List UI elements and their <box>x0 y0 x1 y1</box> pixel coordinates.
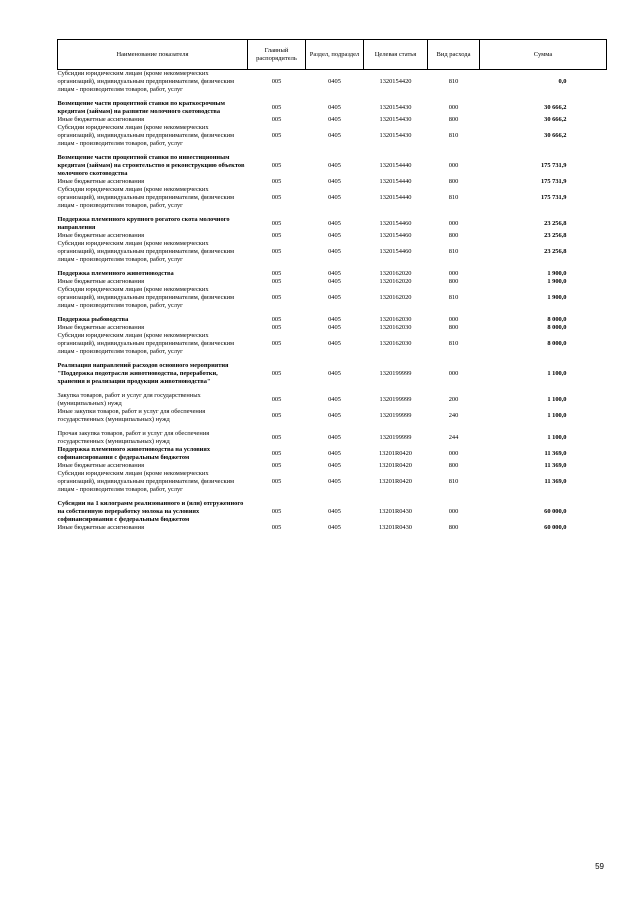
row-vr: 810 <box>448 78 459 85</box>
row-cs: 1320154460 <box>379 232 412 239</box>
table-row <box>58 100 607 116</box>
row-cs: 1320199999 <box>379 396 412 403</box>
row-cs: 13201R0420 <box>378 478 413 485</box>
row-sum: 11 369,0 <box>544 478 567 485</box>
row-gr: 005 <box>271 104 282 111</box>
row-cs: 13201R0430 <box>378 508 413 515</box>
row-gr: 005 <box>271 434 282 441</box>
header-target-article: Целевая статья <box>364 40 428 70</box>
row-razd: 0405 <box>328 478 341 485</box>
row-name: Иные закупки товаров, работ и услуг для обеспечения государственных (муниципальных) нужд <box>57 408 206 423</box>
row-gr: 005 <box>271 294 282 301</box>
row-sum: 1 100,0 <box>547 412 567 419</box>
row-gr: 005 <box>271 508 282 515</box>
row-sum: 30 666,2 <box>544 104 567 111</box>
row-vr: 810 <box>448 248 459 255</box>
row-gr: 005 <box>271 248 282 255</box>
row-name: Иные бюджетные ассигнования <box>57 324 145 331</box>
table-row <box>58 240 607 264</box>
table-row <box>58 116 607 124</box>
row-gr: 005 <box>271 450 282 457</box>
row-vr: 800 <box>448 324 459 331</box>
row-name: Закупка товаров, работ и услуг для государственных (муниципальных) нужд <box>57 392 201 407</box>
row-sum: 30 666,2 <box>544 116 567 123</box>
row-sum: 1 100,0 <box>547 370 567 377</box>
row-sum: 8 000,0 <box>547 316 567 323</box>
row-vr: 810 <box>448 132 459 139</box>
row-gr: 005 <box>271 340 282 347</box>
row-name: Возмещение части процентной ставки по краткосрочным кредитам (займам) на развитие молочного скотоводства <box>57 100 226 115</box>
row-cs: 1320154430 <box>379 132 412 139</box>
row-cs: 1320162020 <box>379 294 412 301</box>
page-number: 59 <box>595 862 604 871</box>
row-gr: 005 <box>271 370 282 377</box>
row-gr: 005 <box>271 316 282 323</box>
row-sum: 60 000,0 <box>544 524 567 531</box>
row-sum: 1 900,0 <box>547 278 567 285</box>
row-razd: 0405 <box>328 104 341 111</box>
row-gr: 005 <box>271 132 282 139</box>
table-row <box>58 446 607 462</box>
table-row <box>58 324 607 332</box>
row-cs: 1320154440 <box>379 162 412 169</box>
row-sum: 11 369,0 <box>544 450 567 457</box>
row-name: Реализация направлений расходов основного мероприятия "Поддержка подотрасли животноводства, переработки, хранения и реализации продукции животноводства" <box>57 362 229 385</box>
row-name: Субсидии юридическим лицам (кроме некоммерческих организаций), индивидуальным предпринимателям, физическим лицам - производителям товаров, работ, услуг <box>57 70 235 93</box>
row-sum: 11 369,0 <box>544 462 567 469</box>
row-vr: 000 <box>448 316 459 323</box>
row-sum: 175 731,9 <box>540 178 567 185</box>
row-vr: 800 <box>448 232 459 239</box>
row-name: Поддержка племенного животноводства на условиях софинансирования с федеральным бюджетом <box>57 446 211 461</box>
row-sum: 1 900,0 <box>547 270 567 277</box>
row-razd: 0405 <box>328 434 341 441</box>
table-row <box>58 408 607 424</box>
row-gr: 005 <box>271 270 282 277</box>
row-vr: 200 <box>448 396 459 403</box>
row-name: Субсидии юридическим лицам (кроме некоммерческих организаций), индивидуальным предпринимателям, физическим лицам - производителям товаров, работ, услуг <box>57 186 235 209</box>
row-gr: 005 <box>271 524 282 531</box>
row-vr: 800 <box>448 178 459 185</box>
header-expense-type: Вид расхода <box>428 40 480 70</box>
row-cs: 1320199999 <box>379 412 412 419</box>
row-sum: 30 666,2 <box>544 132 567 139</box>
table-row <box>58 124 607 148</box>
row-gr: 005 <box>271 396 282 403</box>
row-razd: 0405 <box>328 132 341 139</box>
row-gr: 005 <box>271 478 282 485</box>
row-gr: 005 <box>271 178 282 185</box>
row-gr: 005 <box>271 278 282 285</box>
row-name: Субсидии юридическим лицам (кроме некоммерческих организаций), индивидуальным предпринимателям, физическим лицам - производителям товаров, работ, услуг <box>57 124 235 147</box>
table-row <box>58 70 607 95</box>
row-name: Иные бюджетные ассигнования <box>57 116 145 123</box>
header-amount: Сумма <box>480 40 607 70</box>
row-razd: 0405 <box>328 370 341 377</box>
row-razd: 0405 <box>328 294 341 301</box>
row-gr: 005 <box>271 462 282 469</box>
row-name: Иные бюджетные ассигнования <box>57 178 145 185</box>
row-razd: 0405 <box>328 78 341 85</box>
row-sum: 1 100,0 <box>547 434 567 441</box>
row-gr: 005 <box>271 162 282 169</box>
row-sum: 8 000,0 <box>547 324 567 331</box>
table-row <box>58 462 607 470</box>
table-header-row <box>58 40 607 70</box>
table-row <box>58 392 607 408</box>
row-sum: 60 000,0 <box>544 508 567 515</box>
row-cs: 13201R0430 <box>378 524 413 531</box>
row-cs: 1320154460 <box>379 248 412 255</box>
table-row <box>58 524 607 532</box>
row-razd: 0405 <box>328 412 341 419</box>
row-cs: 1320162020 <box>379 270 412 277</box>
row-name: Субсидии юридическим лицам (кроме некоммерческих организаций), индивидуальным предпринимателям, физическим лицам - производителям товаров, работ, услуг <box>57 240 235 263</box>
row-cs: 13201R0420 <box>378 450 413 457</box>
row-razd: 0405 <box>328 340 341 347</box>
row-razd: 0405 <box>328 162 341 169</box>
row-sum: 23 256,8 <box>544 232 567 239</box>
row-razd: 0405 <box>328 524 341 531</box>
row-name: Субсидии юридическим лицам (кроме некоммерческих организаций), индивидуальным предпринимателям, физическим лицам - производителям товаров, работ, услуг <box>57 470 235 493</box>
row-gr: 005 <box>271 220 282 227</box>
row-gr: 005 <box>271 116 282 123</box>
row-cs: 1320162030 <box>379 324 412 331</box>
row-cs: 13201R0420 <box>378 462 413 469</box>
row-gr: 005 <box>271 232 282 239</box>
row-vr: 810 <box>448 340 459 347</box>
table-row <box>58 286 607 310</box>
table-row <box>58 332 607 356</box>
row-razd: 0405 <box>328 462 341 469</box>
row-gr: 005 <box>271 412 282 419</box>
table-row <box>58 316 607 324</box>
row-razd: 0405 <box>328 396 341 403</box>
table-row <box>58 216 607 232</box>
row-cs: 1320199999 <box>379 370 412 377</box>
table-row <box>58 178 607 186</box>
table-row <box>58 500 607 524</box>
row-razd: 0405 <box>328 278 341 285</box>
row-razd: 0405 <box>328 232 341 239</box>
table-row <box>58 154 607 178</box>
row-vr: 000 <box>448 220 459 227</box>
row-razd: 0405 <box>328 248 341 255</box>
row-gr: 005 <box>271 78 282 85</box>
table-row <box>58 362 607 386</box>
row-sum: 1 100,0 <box>547 396 567 403</box>
row-name: Иные бюджетные ассигнования <box>57 278 145 285</box>
row-name: Субсидии юридическим лицам (кроме некоммерческих организаций), индивидуальным предпринимателям, физическим лицам - производителям товаров, работ, услуг <box>57 332 235 355</box>
row-razd: 0405 <box>328 316 341 323</box>
budget-table <box>57 39 607 532</box>
header-main-manager: Главный распорядитель <box>248 40 306 70</box>
row-sum: 1 900,0 <box>547 294 567 301</box>
row-name: Прочая закупка товаров, работ и услуг для обеспечения государственных (муниципальных) нужд <box>57 430 210 445</box>
row-cs: 1320154440 <box>379 194 412 201</box>
row-vr: 000 <box>448 104 459 111</box>
row-sum: 175 731,9 <box>540 162 567 169</box>
row-razd: 0405 <box>328 324 341 331</box>
row-name: Поддержка племенного крупного рогатого скота молочного направления <box>57 216 230 231</box>
row-razd: 0405 <box>328 450 341 457</box>
row-gr: 005 <box>271 194 282 201</box>
row-vr: 800 <box>448 278 459 285</box>
row-vr: 800 <box>448 116 459 123</box>
row-name: Иные бюджетные ассигнования <box>57 524 145 531</box>
row-sum: 0,0 <box>558 78 567 85</box>
row-vr: 000 <box>448 370 459 377</box>
table-row <box>58 232 607 240</box>
row-razd: 0405 <box>328 116 341 123</box>
row-name: Субсидии на 1 килограмм реализованного и (или) отгруженного на собственную переработку молока на условиях софинансирования с федеральным бюджетом <box>57 500 244 523</box>
row-sum: 23 256,8 <box>544 220 567 227</box>
row-vr: 800 <box>448 462 459 469</box>
row-cs: 1320162030 <box>379 316 412 323</box>
row-name: Субсидии юридическим лицам (кроме некоммерческих организаций), индивидуальным предпринимателям, физическим лицам - производителям товаров, работ, услуг <box>57 286 235 309</box>
row-cs: 1320199999 <box>379 434 412 441</box>
row-razd: 0405 <box>328 194 341 201</box>
row-name: Поддержка рыбоводства <box>57 316 129 323</box>
row-vr: 000 <box>448 270 459 277</box>
row-vr: 240 <box>448 412 459 419</box>
table-row <box>58 278 607 286</box>
table-row <box>58 470 607 494</box>
table-row <box>58 430 607 446</box>
row-vr: 810 <box>448 194 459 201</box>
header-name: Наименование показателя <box>58 40 248 70</box>
table-row <box>58 186 607 210</box>
row-vr: 000 <box>448 450 459 457</box>
row-razd: 0405 <box>328 220 341 227</box>
row-vr: 800 <box>448 524 459 531</box>
row-name: Поддержка племенного животноводства <box>57 270 174 277</box>
row-razd: 0405 <box>328 270 341 277</box>
row-cs: 1320154440 <box>379 178 412 185</box>
row-razd: 0405 <box>328 508 341 515</box>
row-gr: 005 <box>271 324 282 331</box>
row-vr: 244 <box>448 434 459 441</box>
row-name: Иные бюджетные ассигнования <box>57 232 145 239</box>
table-row <box>58 270 607 278</box>
row-sum: 23 256,8 <box>544 248 567 255</box>
row-cs: 1320154420 <box>379 78 412 85</box>
header-section: Раздел, подраздел <box>306 40 364 70</box>
row-name: Возмещение части процентной ставки по инвестиционным кредитам (займам) на строительство и реконструкцию объектов молочного скотоводства <box>57 154 245 177</box>
row-cs: 1320154430 <box>379 104 412 111</box>
row-cs: 1320154460 <box>379 220 412 227</box>
row-name: Иные бюджетные ассигнования <box>57 462 145 469</box>
row-sum: 8 000,0 <box>547 340 567 347</box>
row-vr: 810 <box>448 478 459 485</box>
row-vr: 000 <box>448 508 459 515</box>
row-razd: 0405 <box>328 178 341 185</box>
row-vr: 000 <box>448 162 459 169</box>
row-cs: 1320154430 <box>379 116 412 123</box>
row-vr: 810 <box>448 294 459 301</box>
row-cs: 1320162030 <box>379 340 412 347</box>
row-cs: 1320162020 <box>379 278 412 285</box>
row-sum: 175 731,9 <box>540 194 567 201</box>
